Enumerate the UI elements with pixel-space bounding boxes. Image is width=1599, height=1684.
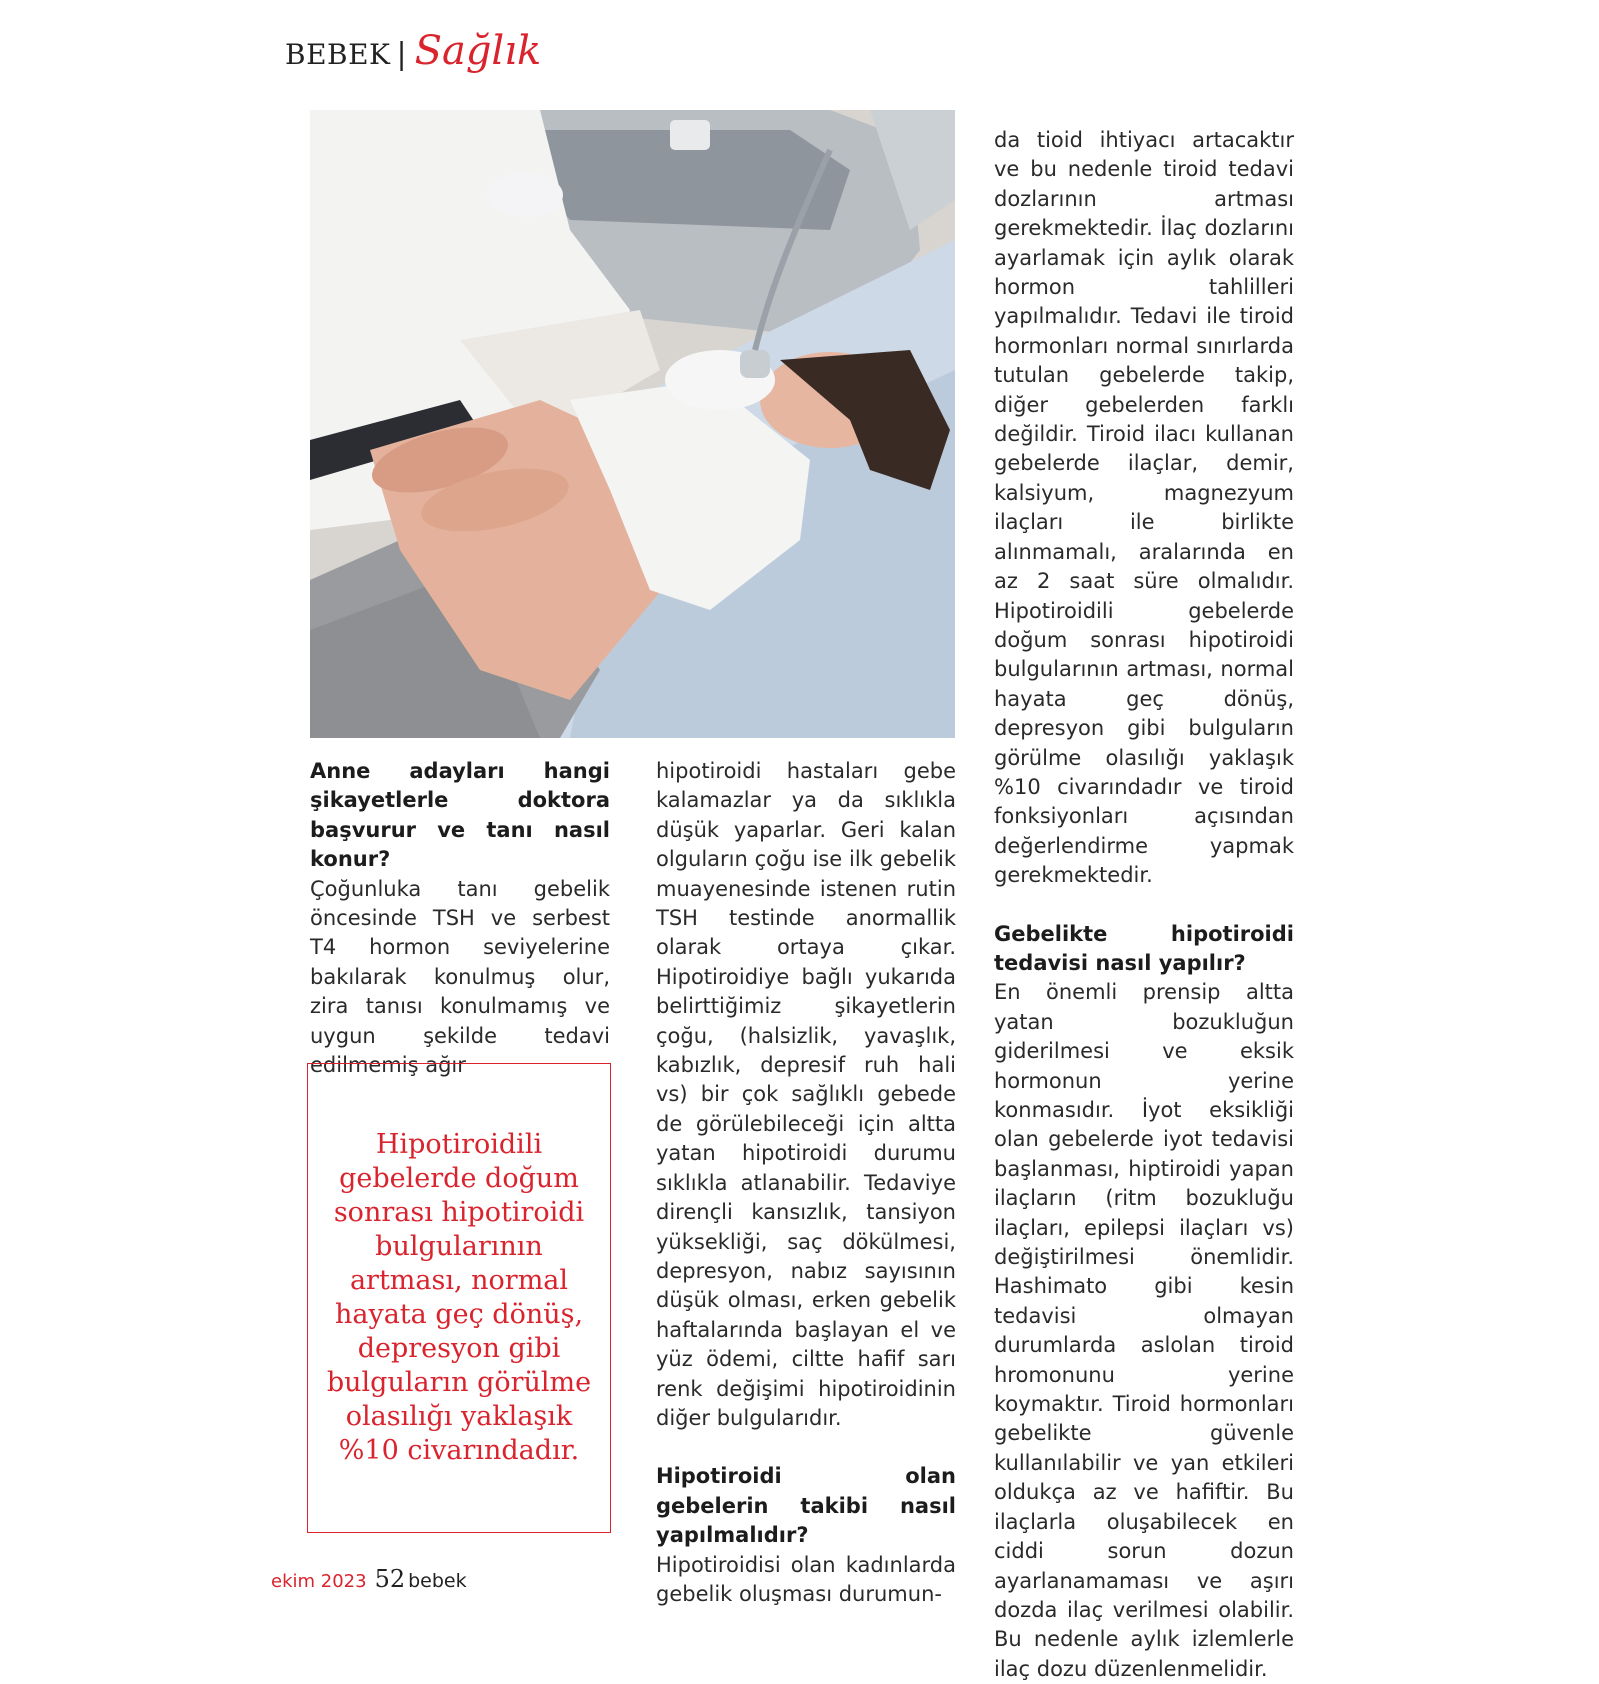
article-photo	[310, 110, 955, 738]
column-3	[994, 126, 1294, 1684]
pull-quote-text: Hipotiroidili gebelerde doğum sonrası hipotiroidi bulgularının artması, normal hayata geç dönüş, depresyon gibi bulguların görülme olasılığı yaklaşık %10 civarındadır.	[326, 1129, 592, 1466]
column-2	[656, 757, 956, 1609]
pull-quote-box	[307, 1063, 611, 1533]
page-footer	[271, 1565, 467, 1593]
question-heading-3: Gebelikte hipotiroidi tedavisi nasıl yapılır?	[994, 921, 1294, 975]
page-number: 52	[374, 1565, 406, 1593]
question-heading-2: Hipotiroidi olan gebelerin takibi nasıl yapılmalıdır?	[656, 1464, 956, 1548]
magazine-brand: bebek	[408, 1570, 467, 1592]
topic-label: Sağlık	[414, 28, 542, 74]
column-1	[310, 757, 610, 1080]
issue-date: ekim 2023	[271, 1571, 367, 1592]
paragraph-4: da tioid ihtiyacı artacaktır ve bu nedenle tiroid tedavi dozlarının artması gerekmektedir. İlaç dozlarını ayarlamak için aylık olarak hormon tahlilleri yapılmalıdır. Tedavi ile tiroid hormonları normal sınırlarda tutulan gebelerde takip, diğer gebelerden farklı değildir. Tiroid ilacı kullanan gebelerde ilaçlar, demir, kalsiyum, magnezyum ilaçları ile birlikte alınmamalı, aralarında en az 2 saat süre olmalıdır. Hipotiroidili gebelerde doğum sonrası hipotiroidi bulgularının artması, normal hayata geç dönüş, depresyon gibi bulguların görülme olasılığı yaklaşık %10 civarındadır ve tiroid fonksiyonları açısından değerlendirme yapmak gerekmektedir.	[994, 128, 1294, 888]
paragraph-2: hipotiroidi hastaları gebe kalamazlar ya da sıklıkla düşük yaparlar. Geri kalan olguların çoğu ise ilk gebelik muayenesinde istenen rutin TSH testinde anormallik olarak ortaya çıkar. Hipotiroidiye bağlı yukarıda belirttiğimiz şikayetlerin çoğu, (halsizlik, yavaşlık, kabızlık, depresif ruh hali vs) bir çok sağlıklı gebede de görülebileceği için altta yatan hipotiroidi durumu sıklıkla atlanabilir. Tedaviye dirençli kansızlık, tansiyon yüksekliği, saç dökülmesi, depresyon, nabız sayısının düşük olması, erken gebelik haftalarında başlayan el ve yüz ödemi, ciltte hafif sarı renk değişimi hipotiroidinin diğer bulgularıdır.	[656, 759, 956, 1430]
pregnant-woman-thyroid-ultrasound-photo-icon	[310, 110, 955, 738]
page-header	[285, 28, 541, 80]
question-heading-1: Anne adayları hangi şikayetlerle doktora başvurur ve tanı nasıl konur?	[310, 759, 610, 872]
header-separator: |	[396, 37, 407, 72]
section-label: BEBEK	[285, 38, 391, 71]
paragraph-3: Hipotiroidisi olan kadınlarda gebelik oluşması durumun-	[656, 1552, 956, 1606]
paragraph-5: En önemli prensip altta yatan bozukluğun giderilmesi ve eksik hormonun yerine konmasıdır. İyot eksikliği olan gebelerde iyot tedavisi başlanması, hiptiroidi yapan ilaçların (ritm bozukluğu ilaçları, epilepsi ilaçları vs) değiştirilmesi önemlidir. Hashimato gibi kesin tedavisi olmayan durumlarda aslolan tiroid hromonunu yerine koymaktır. Tiroid hormonları gebelikte güvenle kullanılabilir ve yan etkileri oldukça az ve hafiftir. Bu ilaçlarla oluşabilecek en ciddi sorun dozun ayarlanamaması ve aşırı dozda ilaç verilmesi olabilir. Bu nedenle aylık izlemlerle ilaç dozu düzenlenmelidir.	[994, 980, 1294, 1681]
paragraph-1: Çoğunluka tanı gebelik öncesinde TSH ve serbest T4 hormon seviyelerine bakılarak konulmuş olur, zira tanısı konulmamış ve uygun şekilde tedavi edilmemiş ağır	[310, 876, 610, 1078]
